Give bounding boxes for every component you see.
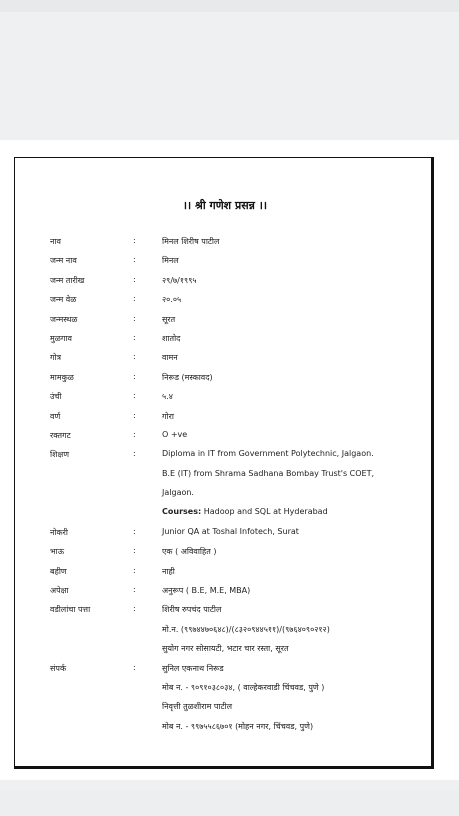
field-separator: :: [133, 391, 136, 401]
page-title: ।। श्री गणेश प्रसन्न ।।: [182, 199, 268, 212]
field-row: [15, 546, 435, 565]
field-value: निरूड (मस्कावद): [162, 372, 213, 382]
field-value: सुयोग नगर सोसायटी, भटार चार रस्ता, सूरत: [162, 644, 289, 654]
field-separator: :: [133, 352, 136, 362]
field-label: जन्म वेळ: [50, 295, 77, 305]
viewer-top-bar: [0, 0, 459, 12]
field-label: नाव: [50, 237, 61, 246]
field-value: सुनिल एकनाथ निरूड: [162, 663, 224, 673]
field-row: [15, 275, 435, 294]
field-label: जन्मस्थळ: [50, 314, 78, 324]
field-row: [15, 663, 435, 682]
field-label: भाऊ: [50, 547, 64, 557]
field-row: [15, 411, 435, 430]
field-row: [15, 682, 435, 701]
field-separator: :: [133, 604, 136, 614]
field-label: जन्म तारीख: [50, 275, 85, 285]
field-value: Junior QA at Toshal Infotech, Surat: [162, 526, 299, 536]
field-row: [15, 255, 435, 274]
field-label: नोकरी: [50, 527, 68, 537]
field-separator: :: [133, 332, 136, 342]
biodata-page: [14, 157, 434, 769]
field-value: सूरत: [162, 314, 176, 324]
viewer-bottom-bar: [0, 790, 459, 816]
biodata-fields: [15, 236, 435, 740]
field-separator: :: [133, 236, 136, 245]
field-label: संपर्क: [50, 663, 67, 673]
field-label: बहीण: [50, 566, 67, 576]
field-label: वर्ण: [50, 411, 61, 421]
field-separator: :: [133, 274, 136, 284]
field-row: [15, 604, 435, 623]
field-row: [15, 624, 435, 643]
field-separator: :: [133, 449, 136, 459]
field-row: [15, 372, 435, 391]
field-row: [15, 294, 435, 313]
field-row: [15, 585, 435, 604]
field-row: [15, 488, 435, 507]
field-label: शिक्षण: [50, 450, 70, 460]
field-separator: :: [133, 585, 136, 595]
field-value: शातोद: [162, 333, 181, 343]
field-separator: :: [133, 410, 136, 420]
field-value: निवृत्ती तुळशीराम पाटील: [162, 702, 233, 712]
field-separator: :: [133, 546, 136, 556]
field-separator: :: [133, 294, 136, 304]
field-row: [15, 527, 435, 546]
field-value: वामन: [162, 353, 178, 363]
field-row: [15, 721, 435, 740]
field-value: एक ( अविवाहित ): [162, 547, 217, 557]
field-value: गोरा: [162, 411, 174, 421]
field-separator: :: [133, 255, 136, 265]
field-label: जन्म नाव: [50, 256, 77, 266]
field-value: २०.०५: [162, 295, 182, 305]
field-separator: :: [133, 429, 136, 439]
field-label: अपेक्षा: [50, 586, 69, 596]
field-value: २९/७/१९९५: [162, 275, 197, 285]
field-row: [15, 430, 435, 449]
field-row: [15, 391, 435, 410]
field-value: मिनल: [162, 256, 179, 266]
field-label: रक्तगट: [50, 430, 71, 440]
field-row: [15, 333, 435, 352]
field-value: O +ve: [162, 429, 188, 439]
field-label: उंची: [50, 392, 62, 402]
field-separator: :: [133, 313, 136, 323]
field-separator: :: [133, 526, 136, 536]
field-row: [15, 314, 435, 333]
field-value: अनुरूप ( B.E, M.E, MBA): [162, 586, 251, 596]
courses-text: Hadoop and SQL at Hyderabad: [201, 507, 328, 517]
field-value: शिरीष रुपचंद पाटील: [162, 605, 222, 615]
field-row: [15, 507, 435, 526]
field-value: मोब न. - ९०९१०३८०३४, ( वाल्हेकरवाडी चिंचवड, पुणे ): [162, 682, 325, 692]
field-separator: :: [133, 371, 136, 381]
field-row: [15, 449, 435, 468]
field-value: Diploma in IT from Government Polytechnic, Jalgaon.: [162, 449, 374, 459]
field-row: [15, 236, 435, 255]
field-row: [15, 352, 435, 371]
courses-label: Courses:: [162, 507, 202, 517]
field-value: Jalgaon.: [162, 488, 194, 498]
field-label: गोत्र: [50, 353, 61, 363]
field-label: मामकुळ: [50, 372, 74, 382]
field-value: मिनल शिरीष पाटील: [162, 237, 220, 246]
field-value: ५.४: [162, 392, 173, 402]
field-row: [15, 701, 435, 720]
field-value: मो.न. (९९७४४७०६४८)/(८३२०९४४५११)/(९७६४०९०२१२): [162, 624, 330, 634]
field-value: [162, 507, 328, 516]
field-label: मुळगाव: [50, 333, 72, 343]
field-label: वडीलांचा पत्ता: [50, 605, 91, 615]
field-separator: :: [133, 662, 136, 672]
field-separator: :: [133, 565, 136, 575]
field-row: [15, 566, 435, 585]
field-row: [15, 643, 435, 662]
field-value: B.E (IT) from Shrama Sadhana Bombay Trust's COET,: [162, 468, 375, 478]
field-value: नाही: [162, 566, 175, 576]
field-row: [15, 469, 435, 488]
field-value: मोब न. - ९९७५५८६७०१ (मोहन नगर, चिंचवड, पुणे): [162, 721, 314, 731]
